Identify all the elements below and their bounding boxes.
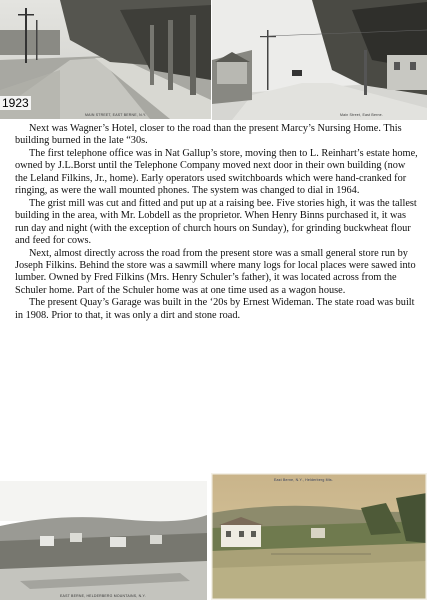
photo-helderberg-colorized <box>211 473 427 600</box>
paragraph-grist-mill: The grist mill was cut and fitted and put up at a raising bee. Five stories high, it was the tallest building in the area, with Mr. Lobdell as the proprietor. When Henry Binns purchased it, it was run day and night (with the exception of church hours on Sunday), for grinding buckwheat flour and feed for cows. <box>15 197 417 247</box>
photo-street-trees <box>212 0 427 120</box>
caption-east-berne-mountain: EAST BERNE, HELDERBERG MOUNTAINS, N.Y. <box>60 594 146 598</box>
paragraph-telephone-office: The first telephone office was in Nat Gallup’s store, moving then to L. Reinhart’s estate home, owned by J.L.Borst until the Telephone Company moved next door in their own building (now the Leland Filkins, Jr., home). Early operators used switchboards which were hand-cranked for ringing, as were the wall mounted phones. The system was changed to dial in 1964. <box>15 147 418 197</box>
caption-hiller-street: Main Street, East Berne. <box>340 113 383 117</box>
paragraph-general-store: Next, almost directly across the road from the present store was a small general store run by Joseph Filkins. Behind the store was a sawmill where many logs for local places were sawed into lumber. Owned by Fred Filkins (Mrs. Henry Schuler’s father), it was located across from the Schuler home. Part of the Schuler home was at one time used as a wagon house. <box>15 247 416 296</box>
paragraph-quays-garage: The present Quay’s Garage was built in the ‘20s by Ernest Wideman. The state road was built in 1908. Prior to that, it was only a dirt and stone road. <box>15 297 415 321</box>
history-text <box>15 123 419 322</box>
paragraph-wagners-hotel: Next was Wagner’s Hotel, closer to the road than the present Marcy’s Nursing Home. This building burned in the late “30s. <box>15 123 402 147</box>
caption-main-street: MAIN STREET, EAST BERNE, N.Y. <box>85 113 147 117</box>
photo-year-label: 1923 <box>2 96 29 110</box>
caption-helderberg-mts: East Berne, N.Y., Helderberg Mts. <box>274 478 334 482</box>
photo-village-overview <box>0 471 207 600</box>
photo-main-street <box>0 0 211 119</box>
